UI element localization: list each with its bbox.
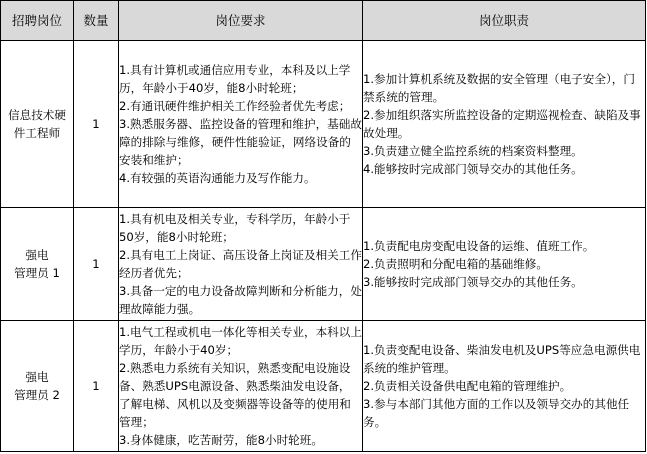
position-name: 管理员 2 xyxy=(14,388,60,402)
position-name: 强电 xyxy=(25,248,49,262)
duties-cell xyxy=(363,41,646,208)
position-cell xyxy=(1,41,74,208)
position-name: 管理员 1 xyxy=(14,266,60,280)
duty-item: 2.负责照明和分配电箱的基础维修。 xyxy=(363,257,548,271)
position-cell xyxy=(1,208,74,321)
requirement-item: 1.电气工程或机电一体化等相关专业，本科以上学历，年龄小于40岁； xyxy=(119,325,362,357)
requirements-cell xyxy=(119,321,363,452)
count-cell: 1 xyxy=(74,208,119,321)
duty-item: 1.负责配电房变配电设备的运维、值班工作。 xyxy=(363,239,595,253)
header-position: 招聘岗位 xyxy=(1,1,74,41)
requirement-item: 4.有较强的英语沟通能力及写作能力。 xyxy=(119,171,316,185)
requirement-item: 2.有通讯硬件维护相关工作经验者优先考虑； xyxy=(119,99,351,113)
duty-item: 4.能够按时完成部门领导交办的其他任务。 xyxy=(363,162,583,176)
header-row xyxy=(1,1,646,41)
position-name: 件工程师 xyxy=(13,126,61,140)
requirement-item: 3.熟悉服务器、监控设备的管理和维护，基础故障的排除与维修，硬件性能验证，网络设备的安装和维护； xyxy=(119,117,362,167)
requirement-item: 3.身体健康，吃苦耐劳，能8小时轮班。 xyxy=(119,433,323,447)
requirement-item: 3.具备一定的电力设备故障判断和分析能力，处理故障能力强。 xyxy=(119,284,362,316)
duties-cell xyxy=(363,208,646,321)
requirement-item: 2.熟悉电力系统有关知识，熟悉变配电设施设备、熟悉UPS电源设备、熟悉柴油发电设备，了解电梯、风机以及变频器等设备等的使用和管理； xyxy=(119,361,351,429)
count-cell: 1 xyxy=(74,321,119,452)
requirement-item: 2.具有电工上岗证、高压设备上岗证及相关工作经历者优先； xyxy=(119,248,362,280)
requirements-cell xyxy=(119,41,363,208)
duty-item: 1.负责变配电设备、柴油发电机及UPS等应急电源供电系统的维护管理。 xyxy=(363,343,641,375)
position-cell xyxy=(1,321,74,452)
duties-cell xyxy=(363,321,646,452)
count-cell: 1 xyxy=(74,41,119,208)
duty-item: 2.参加组织落实所监控设备的定期巡视检查、缺陷及事故处理。 xyxy=(363,108,641,140)
position-name: 信息技术硬 xyxy=(8,108,66,122)
requirement-item: 1.具有计算机或通信应用专业，本科及以上学历，年龄小于40岁，能8小时轮班； xyxy=(119,63,351,95)
duty-item: 3.参与本部门其他方面的工作以及领导交办的其他任务。 xyxy=(363,397,630,429)
header-duties: 岗位职责 xyxy=(363,1,646,41)
table-row xyxy=(1,41,646,208)
duty-item: 3.能够按时完成部门领导交办的其他任务。 xyxy=(363,275,583,289)
header-requirements: 岗位要求 xyxy=(119,1,363,41)
position-name: 强电 xyxy=(25,370,49,384)
duty-item: 2.负责相关设备供电配电箱的管理维护。 xyxy=(363,379,572,393)
duty-item: 1.参加计算机系统及数据的安全管理（电子安全），门禁系统的管理。 xyxy=(363,72,635,104)
requirement-item: 1.具有机电及相关专业，专科学历，年龄小于50岁，能8小时轮班； xyxy=(119,212,351,244)
table-row xyxy=(1,321,646,452)
duty-item: 3.负责建立健全监控系统的档案资料整理。 xyxy=(363,144,583,158)
table-row xyxy=(1,208,646,321)
requirements-cell xyxy=(119,208,363,321)
header-count: 数量 xyxy=(74,1,119,41)
